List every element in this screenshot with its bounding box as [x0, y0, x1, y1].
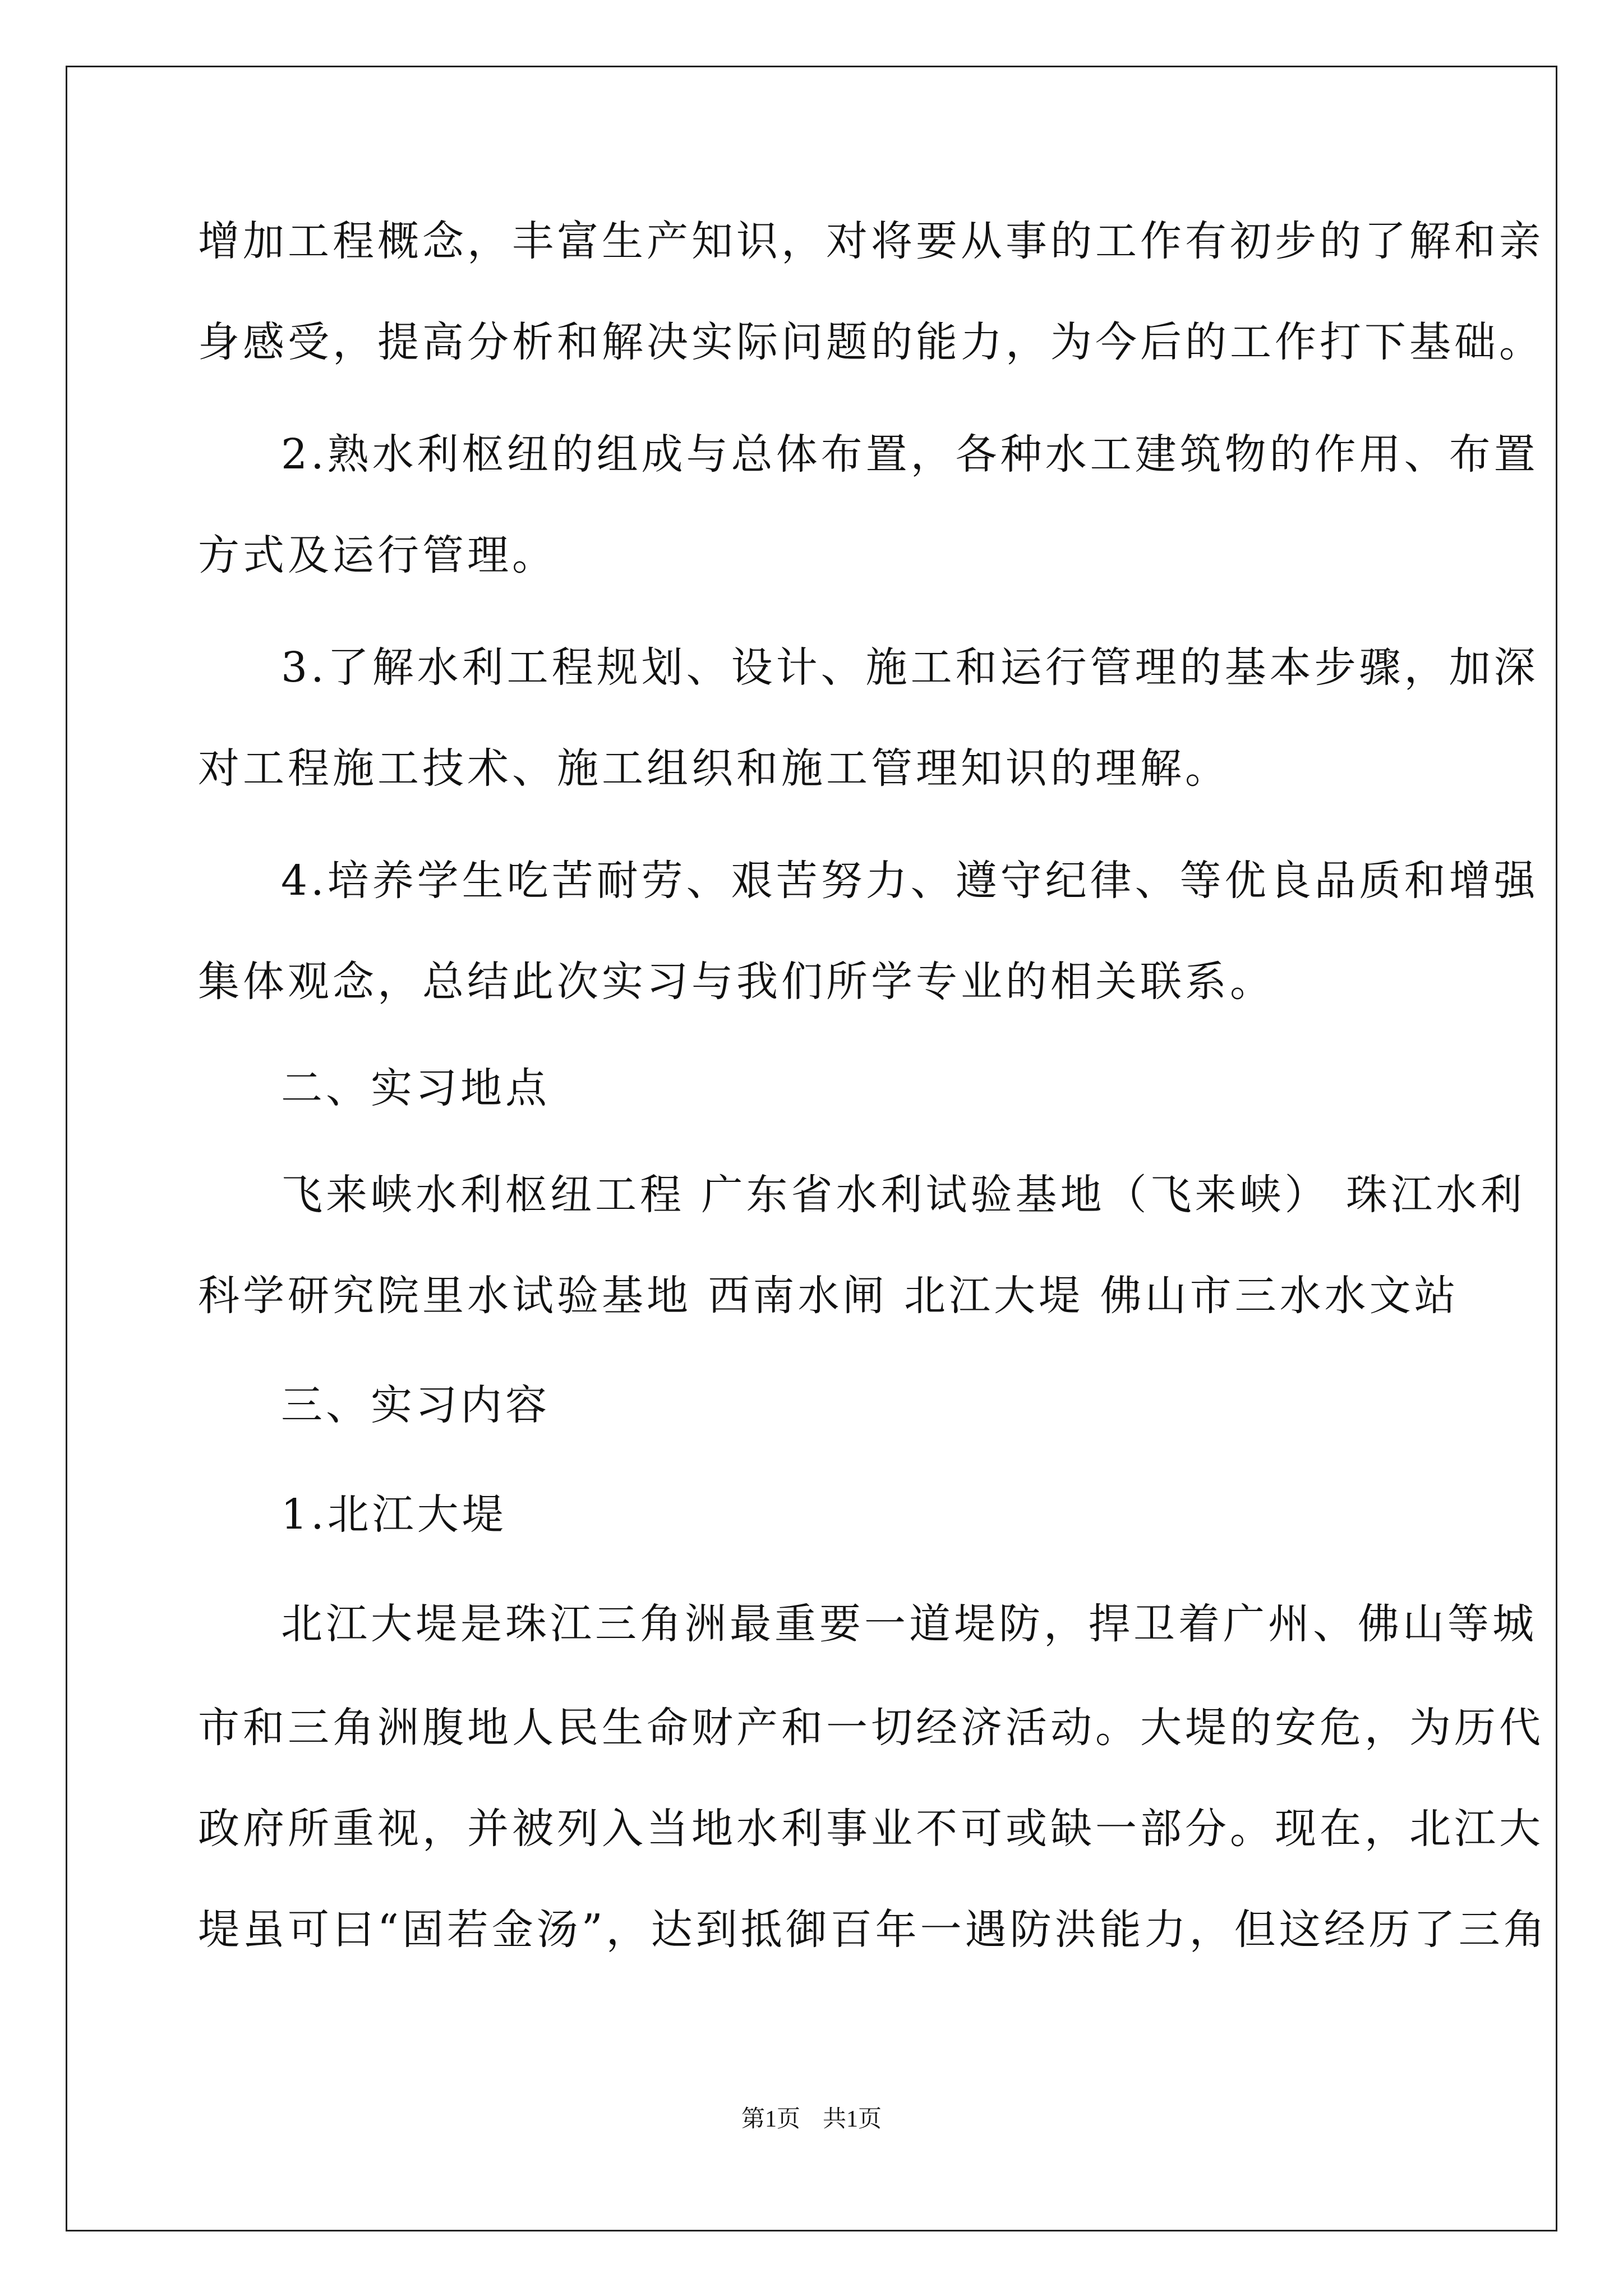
list-item-3: 3.了解水利工程规划、设计、施工和运行管理的基本步骤，加深	[281, 643, 1539, 692]
text-line: 政府所重视，并被列入当地水利事业不可或缺一部分。现在，北江大	[198, 1805, 1544, 1853]
text-line: 身感受，提高分析和解决实际问题的能力，为今后的工作打下基础。	[198, 318, 1544, 366]
text-line: 堤虽可曰“固若金汤”，达到抵御百年一遇防洪能力，但这经历了三角	[198, 1906, 1548, 1954]
text-line: 增加工程概念，丰富生产知识，对将要从事的工作有初步的了解和亲	[198, 217, 1544, 265]
page-total: 共1页	[823, 2106, 882, 2132]
section-heading-content: 三、实习内容	[281, 1381, 550, 1429]
list-item-2: 2.熟水利枢纽的组成与总体布置，各种水工建筑物的作用、布置	[281, 430, 1539, 478]
text-line: 飞来峡水利枢纽工程 广东省水利试验基地（飞来峡） 珠江水利	[281, 1171, 1526, 1219]
text-line: 科学研究院里水试验基地 西南水闸 北江大堤 佛山市三水水文站	[198, 1272, 1459, 1320]
page-number: 第1页	[741, 2106, 800, 2132]
list-item-4: 4.培养学生吃苦耐劳、艰苦努力、遵守纪律、等优良品质和增强	[281, 857, 1539, 905]
text-line: 市和三角洲腹地人民生命财产和一切经济活动。大堤的安危，为历代	[198, 1704, 1544, 1752]
text-line: 对工程施工技术、施工组织和施工管理知识的理解。	[198, 744, 1230, 793]
text-line: 方式及运行管理。	[198, 531, 557, 579]
text-line: 北江大堤是珠江三角洲最重要一道堤防，捍卫着广州、佛山等城	[281, 1600, 1537, 1648]
subsection-heading: 1.北江大堤	[281, 1490, 507, 1539]
section-heading-location: 二、实习地点	[281, 1064, 550, 1112]
text-line: 集体观念，总结此次实习与我们所学专业的相关联系。	[198, 958, 1275, 1006]
page-footer	[0, 2102, 1623, 2136]
